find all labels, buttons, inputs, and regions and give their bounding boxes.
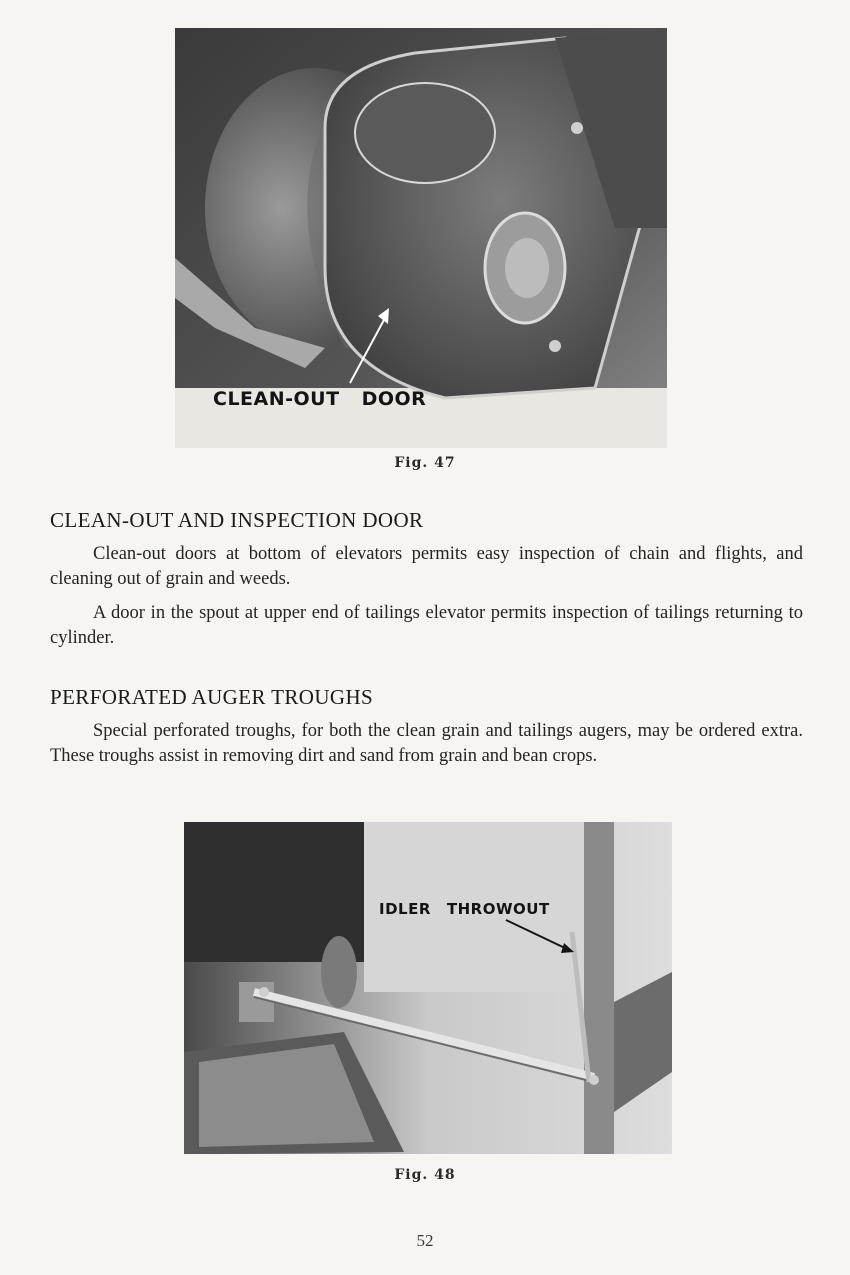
figure-47-photo: [175, 28, 667, 448]
page-number: 52: [416, 1231, 434, 1250]
paragraph-perforated-troughs: Special perforated troughs, for both the clean grain and tailings augers, may be ordered extra. These troughs assist in removing dirt and sand from grain and bean crops.: [50, 721, 803, 766]
paragraph-clean-out-doors: Clean-out doors at bottom of elevators permits easy inspection of chain and flights, and cleaning out of grain and weeds.: [50, 544, 803, 589]
idler-throwout-callout: [379, 900, 550, 918]
callout-word-throwout: THROWOUT: [446, 900, 550, 918]
figure-48-caption: Fig. 48: [394, 1167, 456, 1183]
clean-out-door-callout: [213, 388, 426, 410]
clean-out-door-photo: [175, 28, 667, 448]
callout-word-idler: IDLER: [379, 900, 431, 918]
section-heading-clean-out-door: CLEAN-OUT AND INSPECTION DOOR: [50, 508, 424, 532]
callout-word-door: DOOR: [361, 388, 427, 410]
callout-word-clean-out: CLEAN-OUT: [213, 388, 340, 410]
section-heading-perforated-troughs: PERFORATED AUGER TROUGHS: [50, 685, 374, 709]
idler-throwout-photo: [184, 822, 672, 1154]
figure-47-caption: Fig. 47: [394, 455, 456, 471]
figure-48-photo: [184, 822, 672, 1154]
paragraph-spout-door: A door in the spout at upper end of tailings elevator permits inspection of tailings returning to cylinder.: [50, 603, 803, 648]
